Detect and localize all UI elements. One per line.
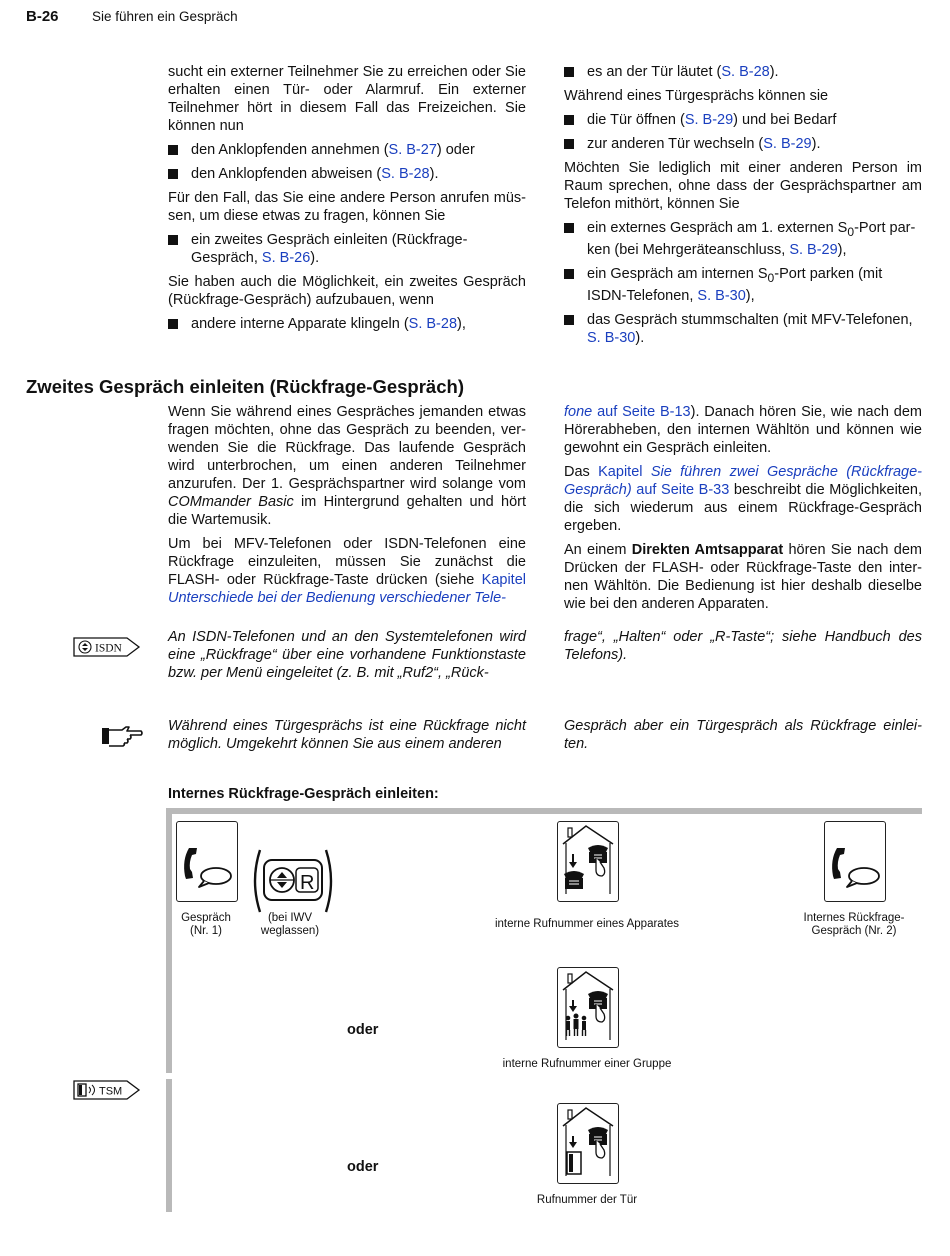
isdn-tag-icon xyxy=(72,636,142,658)
door-number-tile xyxy=(557,1103,619,1184)
paragraph-amtsapparat: An einem Direkten Amtsapparat hören Sie nach dem Drücken der FLASH- oder Rückfrage-Taste den internen Wähltön. Die Bedienung ist hier deshalb dieselbe wie bei den anderen Apparaten. xyxy=(564,542,922,612)
bullet-ringing: andere interne Apparate klingeln (S. B-28), xyxy=(168,315,526,333)
link-seite-b13[interactable]: fone auf Seite B-13 xyxy=(564,404,691,420)
paragraph-door-call: Während eines Türgesprächs können sie xyxy=(564,88,829,104)
running-title: Sie führen ein Gespräch xyxy=(92,9,238,24)
procedure-bar-top xyxy=(166,808,922,814)
oder-label-2: oder xyxy=(347,1159,379,1175)
link-b29[interactable]: S. B-29 xyxy=(789,241,838,258)
bullet-park-internal: ein Gespräch am internen $S_0$-Port parken (mit ISDN-Telefonen, S. B-30), xyxy=(564,265,922,305)
paragraph-room-talk: Möchten Sie lediglich mit einer anderen Person im Raum sprechen, ohne dass der Gesprächspartner am Telefon mithört, können Sie xyxy=(564,160,922,212)
call-1-tile xyxy=(176,821,238,902)
oder-label-1: oder xyxy=(347,1022,379,1038)
handset-speech-icon xyxy=(825,822,885,901)
caption-internal-number: interne Rufnummer eines Apparates xyxy=(494,918,680,930)
caption-call-1: Gespräch (Nr. 1) xyxy=(181,912,231,937)
top-right-column xyxy=(564,63,922,353)
link-b29[interactable]: S. B-29 xyxy=(684,112,734,128)
link-b28[interactable]: S. B-28 xyxy=(408,316,458,332)
link-kapitel-b33[interactable]: Kapitel Sie führen zwei Gespräche (Rückfrage-Gespräch) auf Seite B-33 xyxy=(564,464,922,498)
paragraph-mfv-isdn: Um bei MFV-Telefonen oder ISDN-Telefonen eine Rückfrage einzuleiten, müssen Sie zunächst die FLASH- oder Rückfrage-Taste drücken (siehe Kapitel Unterschiede bei der Bedienung verschiedener Tele- xyxy=(168,536,526,606)
procedure-bar-left xyxy=(166,808,172,1212)
link-b27[interactable]: S. B-27 xyxy=(388,142,437,158)
house-group-icon xyxy=(558,968,618,1047)
link-b28[interactable]: S. B-28 xyxy=(721,64,770,80)
paragraph-other-person: Für den Fall, das Sie eine andere Person anrufen müssen, um diese etwas zu fragen, können Sie xyxy=(168,190,526,224)
handset-speech-icon xyxy=(177,822,237,901)
pointing-hand-icon xyxy=(100,723,144,749)
section-right-column xyxy=(564,403,922,619)
section-heading: Zweites Gespräch einleiten (Rückfrage-Gespräch) xyxy=(26,376,464,397)
bullet-switch-door: zur anderen Tür wechseln (S. B-29). xyxy=(564,135,922,153)
hint-note-left: Während eines Türgesprächs ist eine Rückfrage nicht möglich. Umgekehrt können Sie aus einem anderen xyxy=(168,718,526,752)
page-number: B-26 xyxy=(26,8,59,25)
bullet-park-external: ein externes Gespräch am 1. externen $S_0$-Port parken (bei Mehrgeräteanschluss, S. B-29), xyxy=(564,219,922,259)
group-number-tile xyxy=(557,967,619,1048)
link-b30[interactable]: S. B-30 xyxy=(587,329,636,346)
paragraph-continuation: fone auf Seite B-13). Danach hören Sie, wie nach dem Hörerabheben, den internen Wähltön und können wie gewohnt ein Gespräch einleiten. xyxy=(564,404,922,456)
house-phone-icon xyxy=(558,822,618,901)
internal-number-tile xyxy=(557,821,619,902)
bullet-second-call: ein zweites Gespräch einleiten (Rückfrage-Gespräch, S. B-26). xyxy=(168,231,526,267)
caption-call-2: Internes Rückfrage- Gespräch (Nr. 2) xyxy=(803,912,905,937)
bullet-accept: den Anklopfenden annehmen (S. B-27) oder xyxy=(168,141,526,159)
r-key-label: R xyxy=(300,872,315,894)
caption-key: (bei IWV weglassen) xyxy=(260,912,320,937)
link-b28[interactable]: S. B-28 xyxy=(381,166,430,182)
isdn-tag-label: ISDN xyxy=(95,642,122,655)
section-left-column xyxy=(168,403,526,613)
tsm-tag-label: TSM xyxy=(99,1085,123,1098)
hint-note-right: Gespräch aber ein Türgespräch als Rückfrage einleiten. xyxy=(564,718,922,752)
house-door-icon xyxy=(558,1104,618,1183)
bullet-mute: das Gespräch stummschalten (mit MFV-Telefonen, S. B-30). xyxy=(564,311,922,347)
caption-door-number: Rufnummer der Tür xyxy=(536,1194,638,1206)
caption-group-number: interne Rufnummer einer Gruppe xyxy=(502,1058,672,1070)
bullet-door-rings: es an der Tür läutet (S. B-28). xyxy=(564,63,922,81)
product-name: COMmander Basic xyxy=(168,494,294,510)
link-b29[interactable]: S. B-29 xyxy=(763,136,812,152)
link-kapitel-unterschiede[interactable]: Kapitel Unterschiede bei der Bedienung verschiedener Tele- xyxy=(168,572,526,606)
link-b26[interactable]: S. B-26 xyxy=(261,250,311,266)
isdn-note-right: frage“, „Halten“ oder „R-Taste“; siehe Handbuch des Telefons). xyxy=(564,629,922,663)
paragraph-kapitel-b33: Das Kapitel Sie führen zwei Gespräche (Rückfrage-Gespräch) auf Seite B-33 beschreibt die Möglichkeiten, die sich wiederum aus einem Rückfrage-Gespräch ergeben. xyxy=(564,464,922,534)
call-2-tile xyxy=(824,821,886,902)
intro-paragraph: sucht ein externer Teilnehmer Sie zu erreichen oder Sie erhalten einen Tür- oder Alarmruf. Ein externer Teilnehmer hört in diesem Fall das Freizeichen. Sie können nun xyxy=(168,64,526,134)
procedure-title: Internes Rückfrage-Gespräch einleiten: xyxy=(168,786,439,802)
top-left-column xyxy=(168,63,526,339)
bullet-reject: den Anklopfenden abweisen (S. B-28). xyxy=(168,165,526,183)
procedure-bar-gap xyxy=(166,1073,172,1079)
link-b30[interactable]: S. B-30 xyxy=(697,287,746,304)
tsm-tag-icon xyxy=(72,1079,142,1101)
bullet-open-door: die Tür öffnen (S. B-29) und bei Bedarf xyxy=(564,111,922,129)
paragraph-possibility: Sie haben auch die Möglichkeit, ein zweites Gespräch (Rückfrage-Gespräch) aufzubauen, wenn xyxy=(168,274,526,308)
flash-r-key-icon xyxy=(250,848,336,914)
isdn-note-left: An ISDN-Telefonen und an den Systemtelefonen wird eine „Rückfrage“ über eine vorhandene Funktionstaste bzw. per Menü eingeleitet (z. B. mit „Ruf2“, „Rück- xyxy=(168,629,526,681)
paragraph-rueckfrage-intro: Wenn Sie während eines Gespräches jemanden etwas fragen möchten, ohne das Gespräch zu beenden, verwenden Sie die Rückfrage. Das laufende Gespräch wird unterbrochen, um einen anderen Teilnehmer anzurufen. Der 1. Gesprächspartner wird solange vom COMmander Basic im Hintergrund gehalten und hört die Wartemusik. xyxy=(168,404,526,528)
